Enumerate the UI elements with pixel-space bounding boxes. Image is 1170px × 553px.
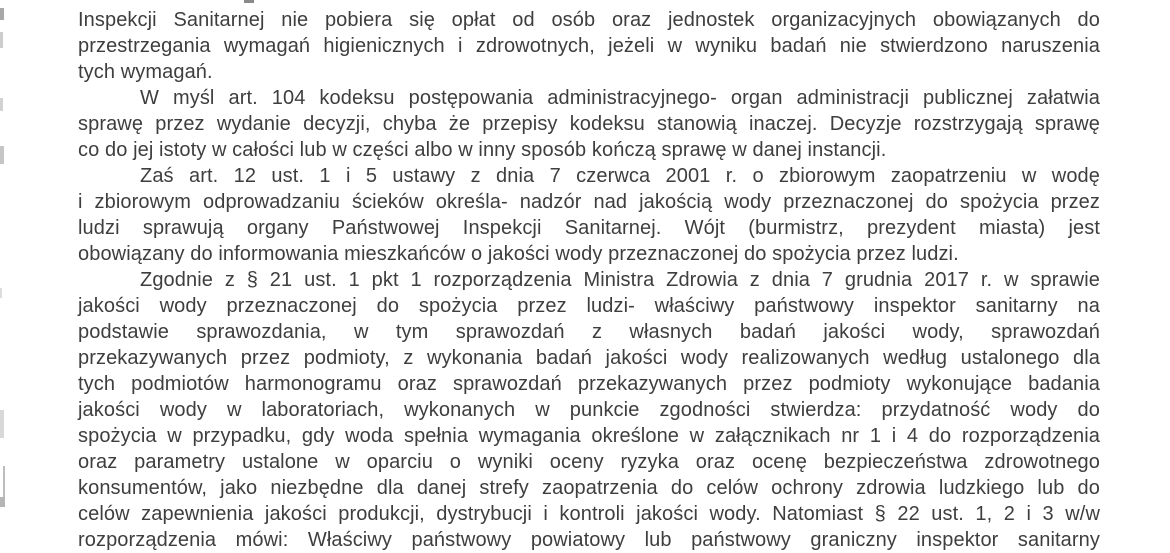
document-line: tych wymagań. [78, 61, 213, 83]
document-line: obowiązany do informowania mieszkańców o jakości wody przeznaczonej do spożycia przez ludzi. [78, 243, 959, 265]
document-line: konsumentów, jako niezbędne dla danej strefy zaopatrzenia do celów ochrony zdrowia ludzkiego lub do [78, 477, 1100, 499]
scan-artifact [244, 0, 254, 3]
document-line: sprawę przez wydanie decyzji, chyba że przepisy kodeksu stanowią inaczej. Decyzje rozstrzygają sprawę [78, 113, 1100, 135]
document-line: oraz parametry ustalone w oparciu o wyniki oceny ryzyka oraz ocenę bezpieczeństwa zdrowotnego [78, 451, 1100, 473]
scan-artifact [0, 497, 5, 507]
document-line: ludzi sprawują organy Państwowej Inspekcji Sanitarnej. Wójt (burmistrz, prezydent miasta) jest [78, 217, 1100, 239]
document-line: celów zapewnienia jakości produkcji, dystrybucji i kontroli jakości wody. Natomiast § 22 ust. 1, 2 i 3 w/w [78, 503, 1100, 525]
document-line: co do jej istoty w całości lub w części albo w inny sposób kończą sprawę w danej instancji. [78, 139, 887, 161]
document-line: przekazywanych przez podmioty, z wykonania badań jakości wody realizowanych według ustalonego dla [78, 347, 1100, 369]
document-line: i zbiorowym odprowadzaniu ścieków określa- nadzór nad jakością wody przeznaczonej do spożycia przez [78, 191, 1100, 213]
scan-artifact [0, 98, 3, 111]
document-line: W myśl art. 104 kodeksu postępowania administracyjnego- organ administracji publicznej załatwia [140, 87, 1100, 109]
document-line: przestrzegania wymagań higienicznych i zdrowotnych, jeżeli w wyniku badań nie stwierdzono naruszenia [78, 35, 1100, 57]
document-line: jakości wody w laboratoriach, wykonanych w punkcie zgodności stwierdza: przydatność wody do [78, 399, 1100, 421]
document-text [78, 7, 1100, 553]
document-line: spożycia w przypadku, gdy woda spełnia wymagania określone w załącznikach nr 1 i 4 do rozporządzenia [78, 425, 1100, 447]
document-line: Zaś art. 12 ust. 1 i 5 ustawy z dnia 7 czerwca 2001 r. o zbiorowym zaopatrzeniu w wodę [140, 165, 1100, 187]
scan-artifact [0, 410, 4, 438]
document-line: rozporządzenia mówi: Właściwy państwowy powiatowy lub państwowy graniczny inspektor sanitarny [78, 529, 1100, 551]
document-line: podstawie sprawozdania, w tym sprawozdań z własnych badań jakości wody, sprawozdań [78, 321, 1100, 343]
scan-artifact [0, 288, 2, 298]
document-line: Inspekcji Sanitarnej nie pobiera się opłat od osób oraz jednostek organizacyjnych obowiązanych do [78, 9, 1100, 31]
document-line: tych podmiotów harmonogramu oraz sprawozdań przekazywanych przez podmioty wykonujące badania [78, 373, 1100, 395]
document-line: jakości wody przeznaczonej do spożycia przez ludzi- właściwy państwowy inspektor sanitarny na [78, 295, 1100, 317]
scan-artifact [0, 146, 4, 164]
scan-artifact [0, 8, 4, 20]
scan-artifact [3, 466, 5, 502]
document-line: Zgodnie z § 21 ust. 1 pkt 1 rozporządzenia Ministra Zdrowia z dnia 7 grudnia 2017 r. w sprawie [140, 269, 1100, 291]
scan-artifact [0, 32, 3, 48]
